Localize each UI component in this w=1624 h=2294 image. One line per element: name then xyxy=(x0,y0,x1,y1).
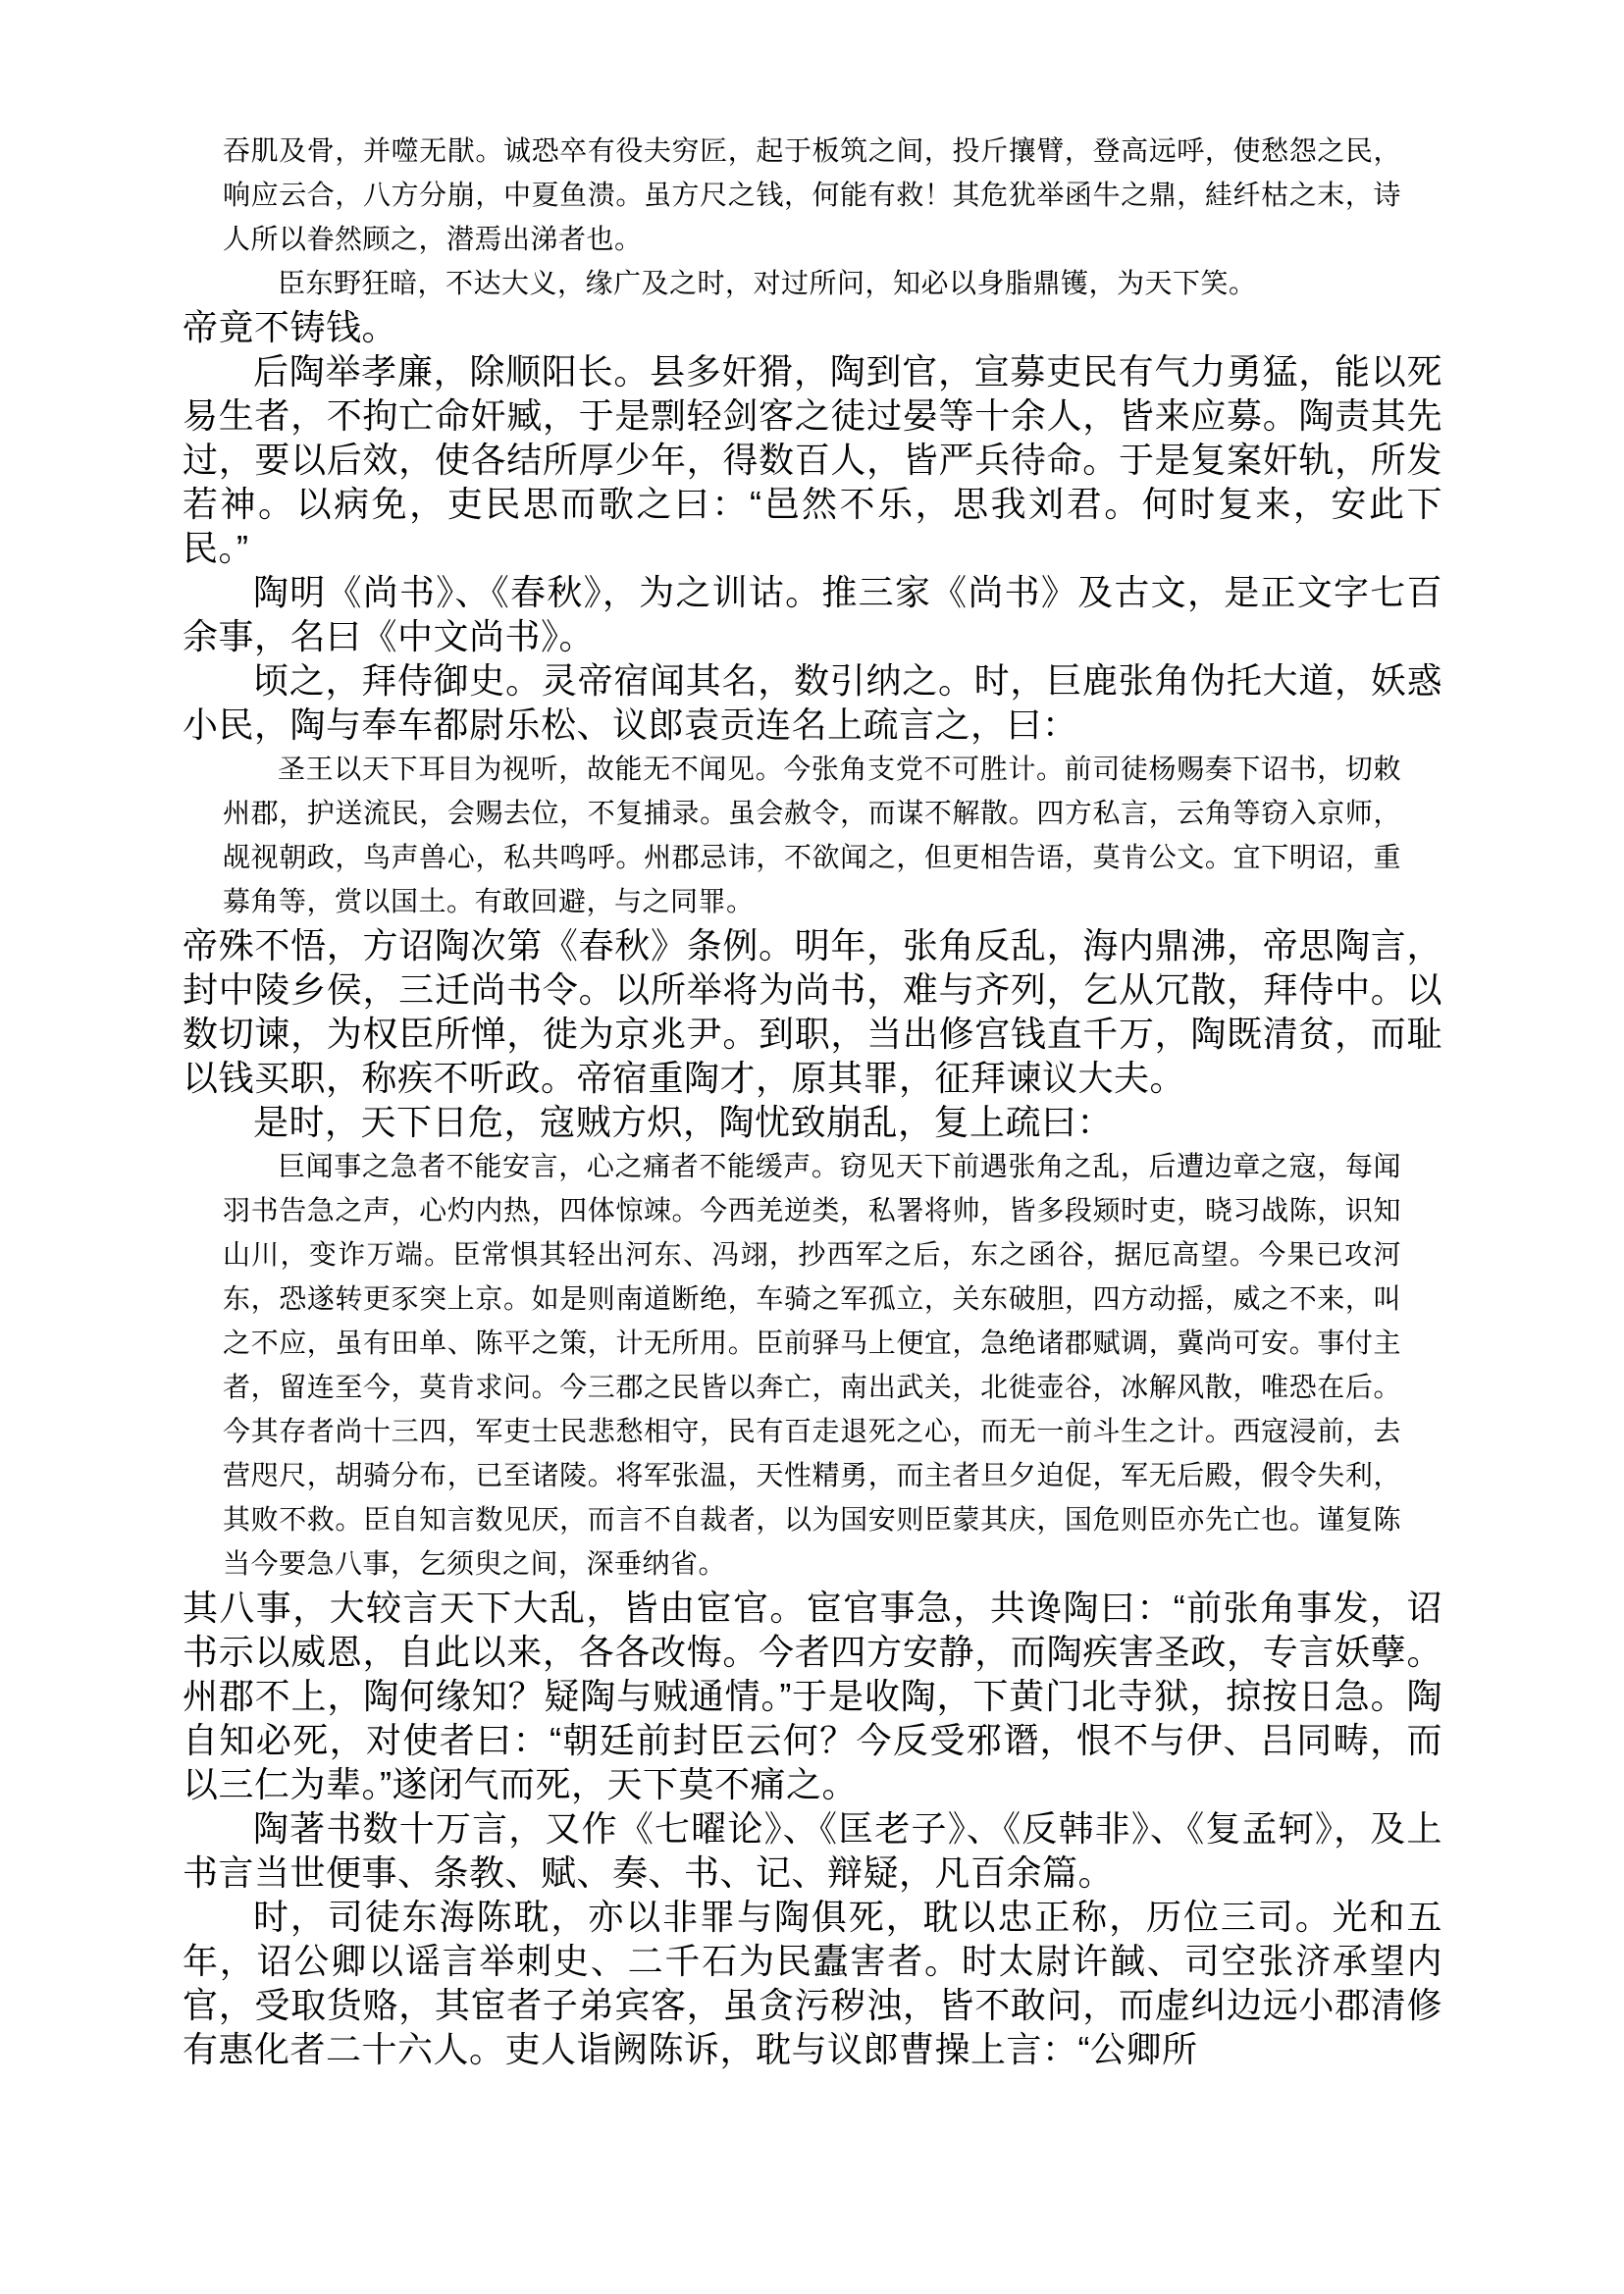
body-paragraph: 是时，天下日危，寇贼方炽，陶忧致崩乱，复上疏曰： xyxy=(253,1102,1114,1142)
body-paragraph: 帝竟不铸钱。 xyxy=(183,307,398,347)
body-paragraph: 帝殊不悟，方诏陶次第《春秋》条例。明年，张角反乱，海内鼎沸，帝思陶言，封中陵乡侯，三迁尚书令。以所举将为尚书，难与齐列，乞从冗散，拜侍中。以数切谏，为权臣所惮，徙为京兆尹。到职，当出修宫钱直千万，陶既清贫，而耻以钱买职，称疾不听政。帝宿重陶才，原其罪，征拜谏议大夫。 xyxy=(183,925,1442,1098)
quote-paragraph: 吞肌及骨，并噬无猒。诚恐卒有役夫穷匠，起于板筑之间，投斤攘臂，登高远呼，使愁怨之民，响应云合，八方分崩，中夏鱼溃。虽方尺之钱，何能有救！其危犹举函牛之鼎，絓纤枯之末，诗人所以眷然顾之，潜焉出涕者也。 xyxy=(223,135,1401,254)
body-paragraph: 后陶举孝廉，除顺阳长。县多奸猾，陶到官，宣募吏民有气力勇猛，能以死易生者，不拘亡命奸臧，于是剽轻剑客之徒过晏等十余人，皆来应募。陶责其先过，要以后效，使各结所厚少年，得数百人，皆严兵待命。于是复案奸轨，所发若神。以病免，吏民思而歌之曰：“邑然不乐，思我刘君。何时复来，安此下民。” xyxy=(183,351,1442,568)
quote-paragraph: 圣王以天下耳目为视听，故能无不闻见。今张角支党不可胜计。前司徒杨赐奏下诏书，切敕州郡，护送流民，会赐去位，不复捕录。虽会赦令，而谋不解散。四方私言，云角等窃入京师，觇视朝政，鸟声兽心，私共鸣呼。州郡忌讳，不欲闻之，但更相告语，莫肯公文。宜下明诏，重募角等，赏以国土。有敢回避，与之同罪。 xyxy=(223,754,1401,916)
body-paragraph: 时，司徒东海陈耽，亦以非罪与陶俱死，耽以忠正称，历位三司。光和五年，诏公卿以谣言举刺史、二千石为民蠹害者。时太尉许馘、司空张济承望内官，受取货赂，其宦者子弟宾客，虽贪污秽浊，皆不敢问，而虚纠边远小郡清修有惠化者二十六人。吏人诣阙陈诉，耽与议郎曹操上言：“公卿所 xyxy=(183,1897,1442,2069)
body-paragraph: 陶明《尚书》、《春秋》，为之训诂。推三家《尚书》及古文，是正文字七百余事，名曰《中文尚书》。 xyxy=(183,572,1442,656)
body-paragraph: 其八事，大较言天下大乱，皆由宦官。宦官事急，共谗陶曰：“前张角事发，诏书示以威恩，自此以来，各各改悔。今者四方安静，而陶疾害圣政，专言妖孽。州郡不上，陶何缘知？疑陶与贼通情。”于是收陶，下黄门北寺狱，掠按日急。陶自知必死，对使者曰：“朝廷前封臣云何？今反受邪谮，恨不与伊、吕同畴，而以三仁为辈。”遂闭气而死，天下莫不痛之。 xyxy=(183,1588,1442,1804)
quote-paragraph: 臣东野狂暗，不达大义，缘广及之时，对过所问，知必以身脂鼎镬，为天下笑。 xyxy=(278,268,1257,298)
body-paragraph: 顷之，拜侍御史。灵帝宿闻其名，数引纳之。时，巨鹿张角伪托大道，妖惑小民，陶与奉车都尉乐松、议郎袁贡连名上疏言之，曰： xyxy=(183,660,1442,745)
body-paragraph: 陶著书数十万言，又作《七曜论》、《匡老子》、《反韩非》、《复孟轲》，及上书言当世便事、条教、赋、奏、书、记、辩疑，凡百余篇。 xyxy=(183,1808,1442,1893)
quote-paragraph: 巨闻事之急者不能安言，心之痛者不能缓声。窃见天下前遇张角之乱，后遭边章之寇，每闻羽书告急之声，心灼内热，四体惊竦。今西羌逆类，私署将帅，皆多段颎时吏，晓习战陈，识知山川，变诈万端。臣常惧其轻出河东、冯翊，抄西军之后，东之函谷，据厄高望。今果已攻河东，恐遂转更豕突上京。如是则南道断绝，车骑之军孤立，关东破胆，四方动摇，威之不来，叫之不应，虽有田单、陈平之策，计无所用。臣前驿马上便宜，急绝诸郡赋调，冀尚可安。事付主者，留连至今，莫肯求问。今三郡之民皆以奔亡，南出武关，北徙壶谷，冰解风散，唯恐在后。今其存者尚十三四，军吏士民悲愁相守，民有百走退死之心，而无一前斗生之计。西寇浸前，去营咫尺，胡骑分布，已至诸陵。将军张温，天性精勇，而主者旦夕迫促，军无后殿，假令失利，其败不救。臣自知言数见厌，而言不自裁者，以为国安则臣蒙其庆，国危则臣亦先亡也。谨复陈当今要急八事，乞须臾之间，深垂纳省。 xyxy=(223,1151,1401,1579)
